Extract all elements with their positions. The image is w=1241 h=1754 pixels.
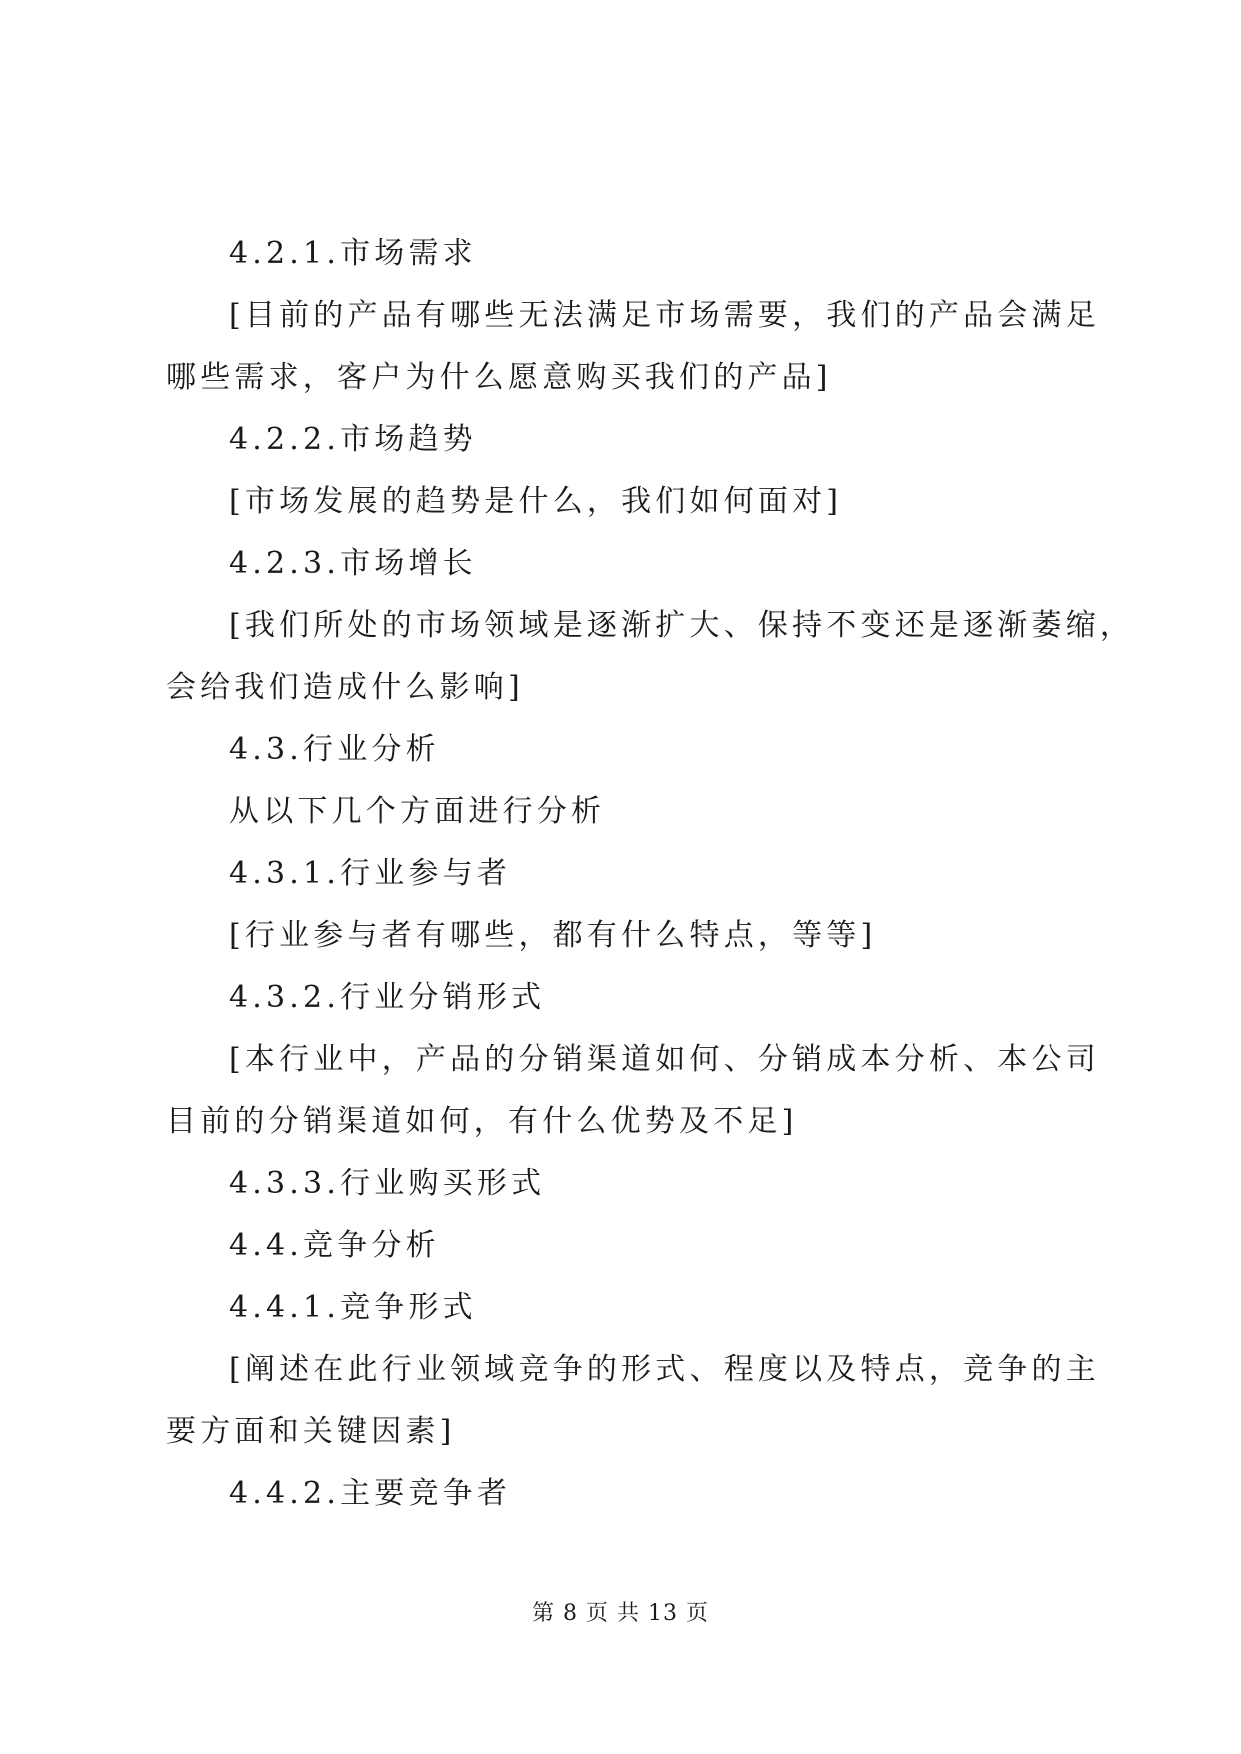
- paragraph-line: 要方面和关键因素]: [166, 1414, 456, 1449]
- paragraph-line: 从以下几个方面进行分析: [229, 794, 606, 829]
- page-number-footer: 第 8 页 共 13 页: [532, 1601, 709, 1626]
- heading-4-4: 4.4.竞争分析: [229, 1228, 440, 1263]
- heading-4-4-1: 4.4.1.竞争形式: [229, 1290, 477, 1325]
- heading-4-4-2: 4.4.2.主要竞争者: [229, 1476, 512, 1511]
- heading-4-2-2: 4.2.2.市场趋势: [229, 422, 477, 457]
- paragraph-line: [市场发展的趋势是什么，我们如何面对]: [229, 484, 843, 519]
- paragraph-line: [阐述在此行业领域竞争的形式、程度以及特点，竞争的主: [229, 1352, 1100, 1387]
- heading-4-3-1: 4.3.1.行业参与者: [229, 856, 512, 891]
- paragraph-line: [本行业中，产品的分销渠道如何、分销成本分析、本公司: [229, 1042, 1100, 1077]
- heading-4-3-3: 4.3.3.行业购买形式: [229, 1166, 546, 1201]
- paragraph-line: [目前的产品有哪些无法满足市场需要，我们的产品会满足: [229, 298, 1100, 333]
- heading-4-3-2: 4.3.2.行业分销形式: [229, 980, 546, 1015]
- paragraph-line: [我们所处的市场领域是逐渐扩大、保持不变还是逐渐萎缩，: [229, 608, 1135, 643]
- paragraph-line: 哪些需求，客户为什么愿意购买我们的产品]: [166, 360, 832, 395]
- paragraph-line: 会给我们造成什么影响]: [166, 670, 524, 705]
- heading-4-3: 4.3.行业分析: [229, 732, 440, 767]
- paragraph-line: [行业参与者有哪些，都有什么特点，等等]: [229, 918, 877, 953]
- heading-4-2-3: 4.2.3.市场增长: [229, 546, 477, 581]
- paragraph-line: 目前的分销渠道如何，有什么优势及不足]: [166, 1104, 798, 1139]
- heading-4-2-1: 4.2.1.市场需求: [229, 236, 477, 271]
